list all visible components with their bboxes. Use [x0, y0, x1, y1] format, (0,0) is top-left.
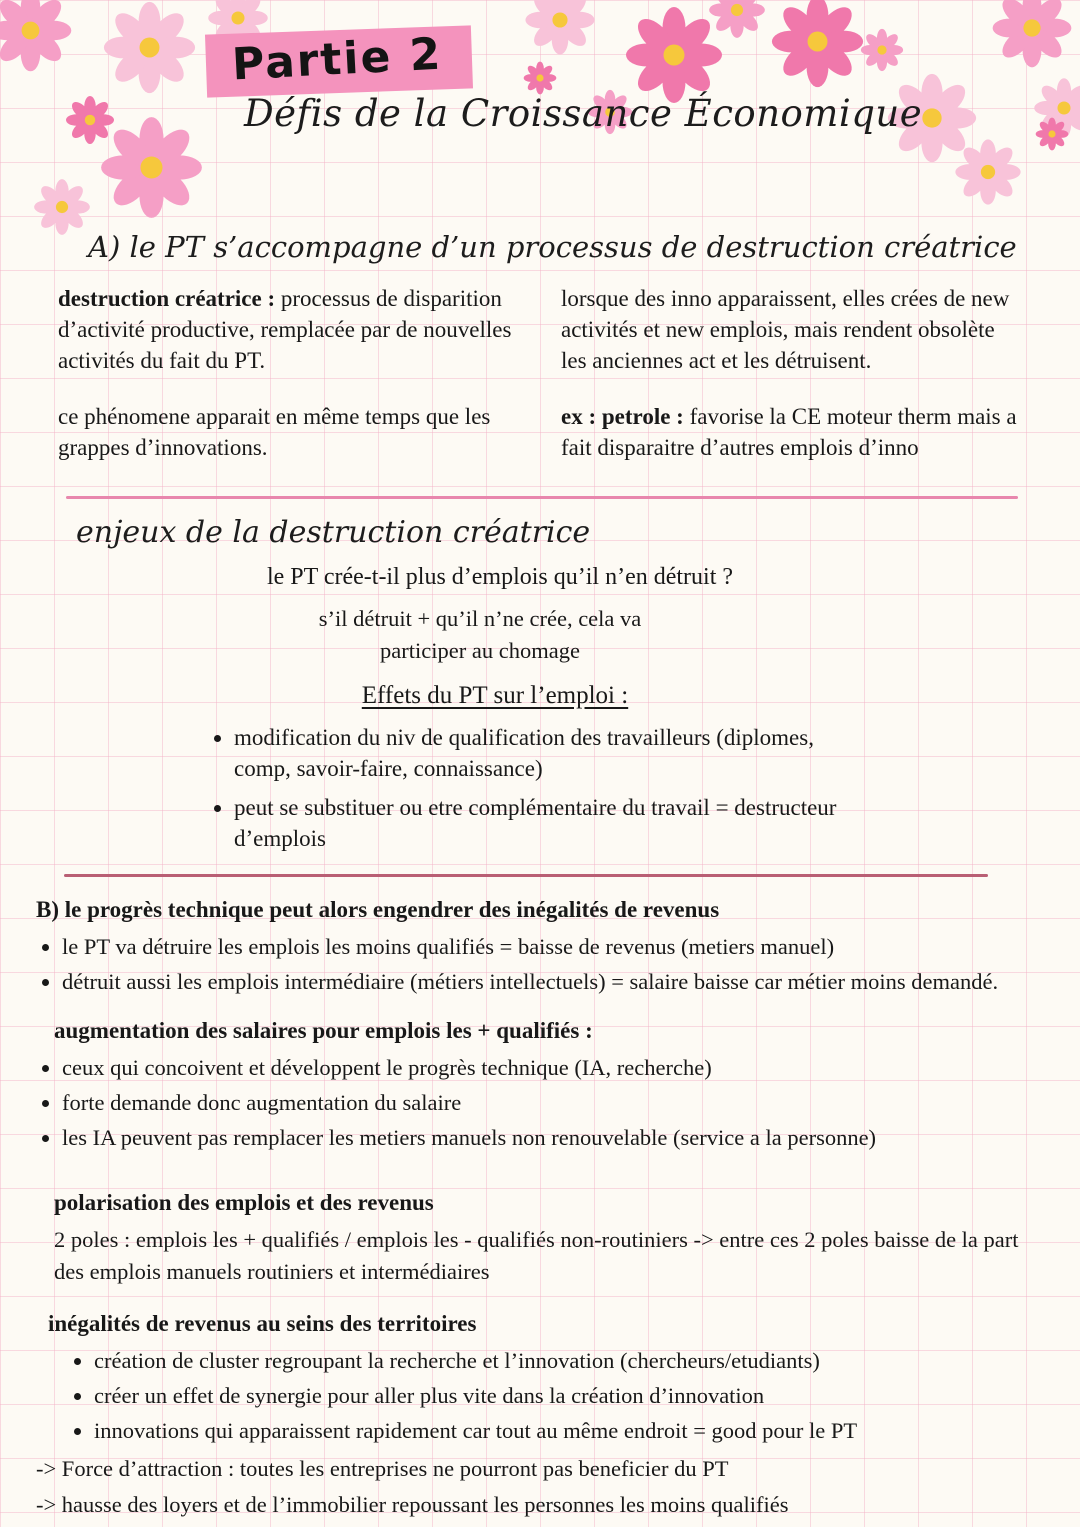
section-a-heading: A) le PT s’accompagne d’un processus de destruction créatrice	[88, 230, 1017, 264]
effects-heading-wrap	[60, 682, 930, 710]
section-b-heading: B) le progrès technique peut alors engendrer des inégalités de revenus	[36, 897, 720, 923]
enjeux-heading: enjeux de la destruction créatrice	[76, 515, 591, 551]
phenomenon-paragraph: ce phénomene apparait en même temps que les grappes d’innovations.	[58, 404, 491, 461]
territoires-heading: inégalités de revenus au seins des territoires	[48, 1311, 477, 1337]
example-body: favorise la CE moteur therm mais a fait disparaitre d’autres emplois d’inno	[561, 404, 1017, 461]
arrow-note: -> Force d’attraction : toutes les entreprises ne pourront pas beneficier du PT	[36, 1456, 729, 1482]
header	[0, 0, 1080, 186]
section-b-intro-list	[38, 931, 1040, 998]
arrow-note: -> hausse des loyers et de l’immobilier repoussant les personnes les moins qualifiés	[36, 1492, 789, 1518]
enjeux-answer	[60, 603, 900, 666]
definition-term: destruction créatrice :	[58, 286, 276, 311]
territoires-list	[70, 1345, 1040, 1447]
list-item: • les IA peuvent pas remplacer les metiers manuels non renouvelable (service a la personne)	[62, 1122, 1040, 1154]
title-highlight-tape	[205, 25, 473, 97]
list-item: • ceux qui concoivent et développent le progrès technique (IA, recherche)	[62, 1052, 1040, 1084]
list-item: • innovations qui apparaissent rapidement car tout au même endroit = good pour le PT	[94, 1415, 1040, 1447]
page-title: Partie 2	[230, 28, 444, 91]
enjeux-section	[0, 515, 1080, 854]
section-b	[0, 877, 1080, 1521]
enjeux-question: le PT crée-t-il plus d’emplois qu’il n’en détruit ?	[266, 564, 734, 591]
list-item: • peut se substituer ou etre complémentaire du travail = destructeur d’emplois	[234, 792, 854, 854]
example-paragraph	[561, 402, 1022, 464]
flower-icon	[34, 179, 90, 235]
wages-list	[38, 1052, 1040, 1154]
answer-line-2: participer au chomage	[380, 637, 580, 663]
section-a	[0, 230, 1080, 490]
list-item: • forte demande donc augmentation du salaire	[62, 1087, 1040, 1119]
page-subtitle: Défis de la Croissance Économique	[244, 92, 923, 135]
polarisation-heading: polarisation des emplois et des revenus	[54, 1189, 434, 1215]
list-item: • création de cluster regroupant la recherche et l’innovation (chercheurs/etudiants)	[94, 1345, 1040, 1377]
effects-list	[212, 722, 854, 854]
section-divider	[66, 496, 1018, 499]
wages-heading: augmentation des salaires pour emplois les + qualifiés :	[54, 1018, 593, 1044]
section-a-columns	[0, 274, 1080, 490]
polarisation-paragraph: 2 poles : emplois les + qualifiés / emplois les - qualifiés non-routiniers -> entre ces 2 poles baisse de la part des emplois manuels routiniers et intermédiaires	[54, 1226, 1019, 1284]
list-item: • créer un effet de synergie pour aller plus vite dans la création d’innovation	[94, 1380, 1040, 1412]
answer-line-1: s’il détruit + qu’il n’ne crée, cela va	[318, 606, 642, 632]
list-item: • le PT va détruire les emplois les moins qualifiés = baisse de revenus (metiers manuel)	[62, 931, 1040, 963]
definition-body: processus de disparition d’activité productive, remplacée par de nouvelles activités du fait du PT.	[58, 286, 512, 373]
definition-paragraph	[58, 284, 519, 376]
right-column	[561, 284, 1022, 490]
example-term: ex : petrole :	[561, 404, 684, 430]
list-item: • détruit aussi les emplois intermédiaire (métiers intellectuels) = salaire baisse car métier moins demandé.	[62, 966, 1040, 998]
innovation-paragraph: lorsque des inno apparaissent, elles crées de new activités et new emplois, mais rendent obsolète les anciennes act et les détruisent.	[561, 286, 1010, 373]
list-item: • modification du niv de qualification des travailleurs (diplomes, comp, savoir-faire, connaissance)	[234, 722, 854, 784]
effects-heading: Effets du PT sur l’emploi :	[361, 682, 629, 710]
left-column	[58, 284, 519, 490]
